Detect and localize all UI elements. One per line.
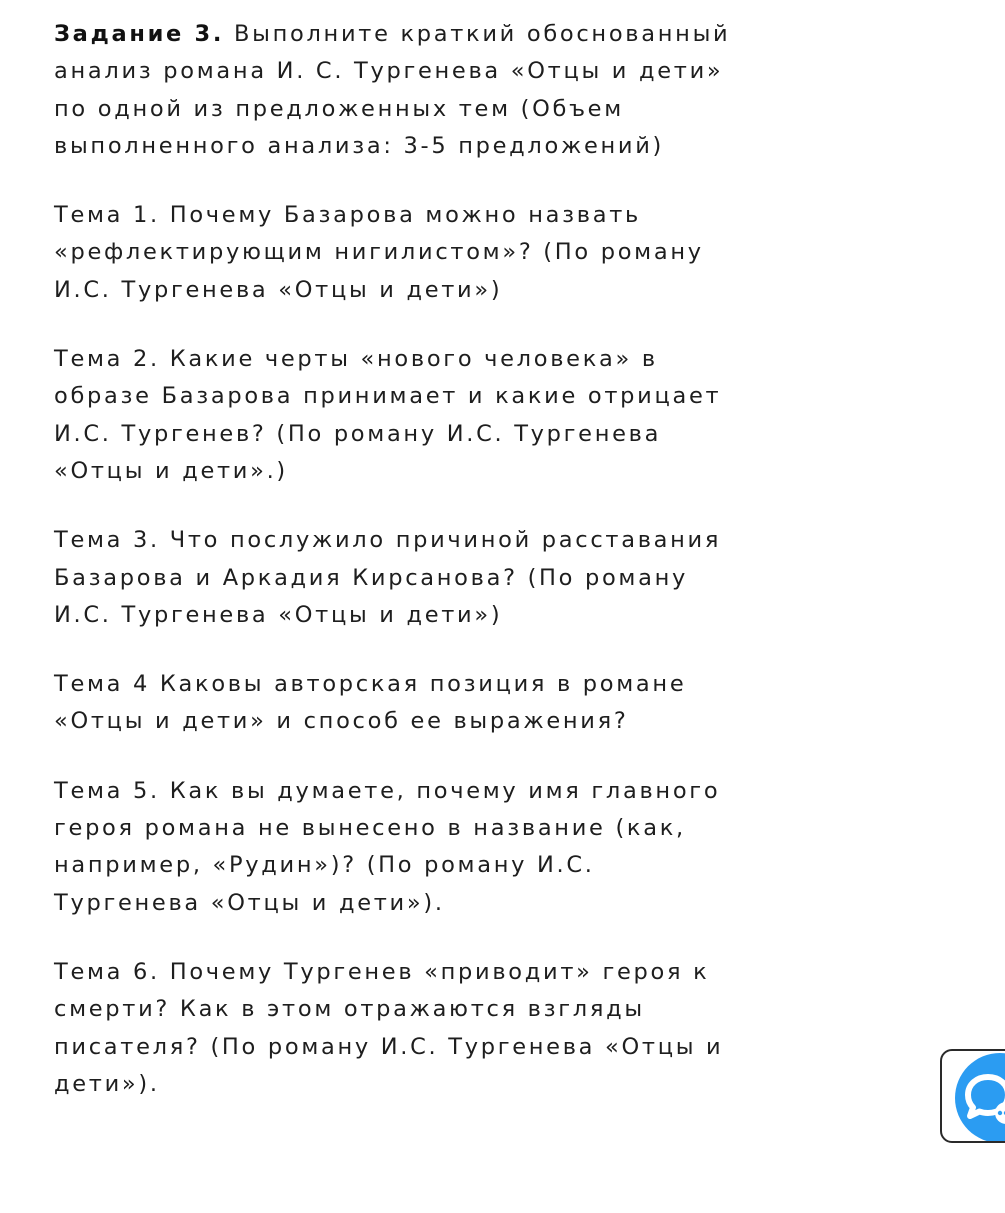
task-text: Выполните краткий обоснованный анализ романа И. С. Тургенева «Отцы и дети» по одной из предложенных тем (Объем выполненного анализа: 3-5 предложений) [54, 21, 731, 159]
topic-6: Тема 6. Почему Тургенев «приводит» героя к смерти? Как в этом отражаются взгляды писателя? (По роману И.С. Тургенева «Отцы и дети»). [54, 958, 724, 1097]
task-label: Задание 3. [54, 21, 225, 47]
topic-2: Тема 2. Какие черты «нового человека» в образе Базарова принимает и какие отрицает И.С. Тургенев? (По роману И.С. Тургенева «Отцы и дети».) [54, 346, 722, 484]
topic-1: Тема 1. Почему Базарова можно назвать «рефлектирующим нигилистом»? (По роману И.С. Тургенева «Отцы и дети») [54, 202, 704, 303]
assignment-content [54, 16, 734, 1103]
chat-widget-button[interactable] [940, 1049, 1005, 1143]
topic-5: Тема 5. Как вы думаете, почему имя главного героя романа не вынесено в название (как, например, «Рудин»)? (По роману И.С. Тургенева «Отцы и дети»). [54, 777, 721, 916]
topic-3: Тема 3. Что послужило причиной расставания Базарова и Аркадия Кирсанова? (По роману И.С. Тургенева «Отцы и дети») [54, 527, 722, 628]
task-paragraph [54, 16, 734, 165]
topic-4: Тема 4 Каковы авторская позиция в романе «Отцы и дети» и способ ее выражения? [54, 671, 687, 735]
chat-bubble-icon [942, 1051, 1005, 1143]
